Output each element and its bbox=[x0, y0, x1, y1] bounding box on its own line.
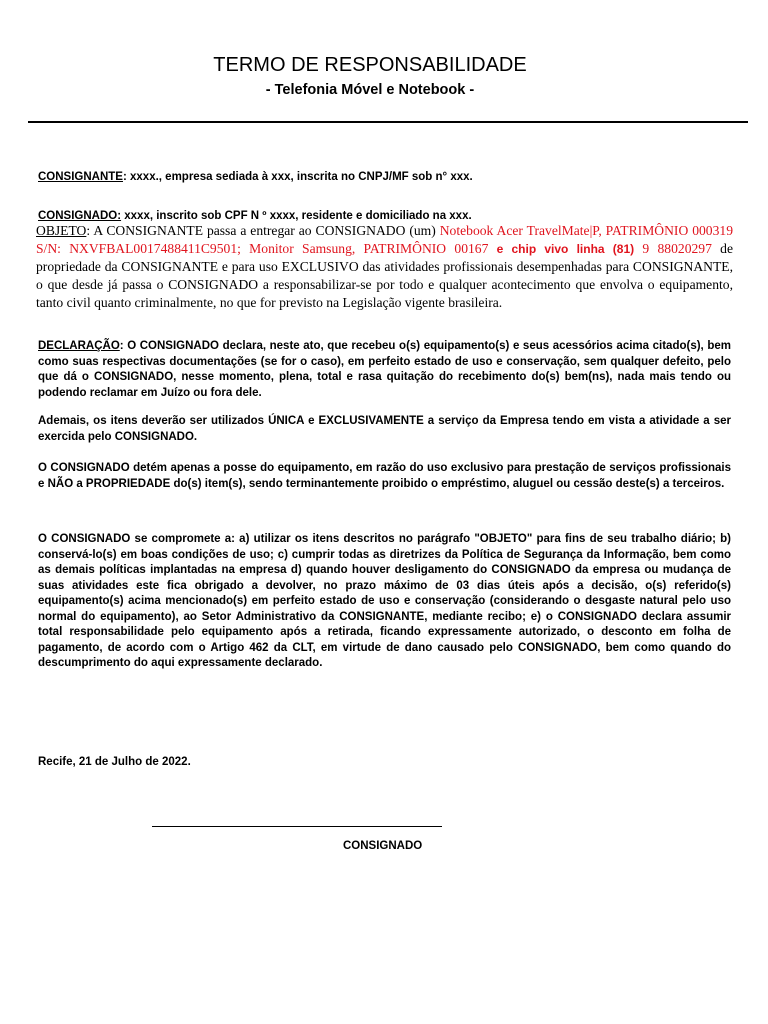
consignado-label: CONSIGNADO: bbox=[38, 210, 122, 222]
objeto-intro: : A CONSIGNANTE passa a entregar ao CONSIGNADO (um) bbox=[86, 223, 440, 238]
signature-caption: CONSIGNADO bbox=[343, 840, 423, 852]
ademais-paragraph: Ademais, os itens deverão ser utilizados ÚNICA e EXCLUSIVAMENTE a serviço da Empresa tendo em vista a atividade a ser exercida pelo CONSIGNADO. bbox=[38, 415, 731, 443]
consignante-text: : xxxx., empresa sediada à xxx, inscrita no CNPJ/MF sob n° xxx. bbox=[122, 171, 473, 183]
objeto-equipment: Notebook Acer TravelMate|P, PATRIMÔNIO 000319 S/N: NXVFBAL0017488411C9501; Monitor Samsung, PATRIMÔNIO 00167 bbox=[36, 223, 733, 256]
consignado-text: xxxx, inscrito sob CPF N º xxxx, residente e domiciliado na xxx. bbox=[121, 210, 472, 222]
declaracao-text: : O CONSIGNADO declara, neste ato, que recebeu o(s) equipamento(s) e seus acessórios acima citado(s), bem como suas respectivas documentações (se for o caso), em perfeito estado de uso e conservação, sem qualquer defeito, pelo que dá o CONSIGNADO, nesse momento, plena, total e rasa quitação do recebimento do(s) bem(ns), nada mais tendo ou podendo reclamar em Juízo ou fora dele. bbox=[38, 340, 731, 399]
declaracao-paragraph bbox=[38, 339, 731, 401]
header-divider bbox=[28, 121, 748, 123]
document-title: TERMO DE RESPONSABILIDADE bbox=[213, 54, 527, 76]
consignante-paragraph bbox=[38, 170, 731, 186]
objeto-paragraph bbox=[36, 222, 733, 312]
signature-line bbox=[152, 826, 442, 827]
consignante-label: CONSIGNANTE bbox=[38, 171, 123, 183]
date-line: Recife, 21 de Julho de 2022. bbox=[38, 756, 191, 768]
objeto-phone: 9 88020297 bbox=[634, 241, 712, 256]
posse-paragraph: O CONSIGNADO detém apenas a posse do equipamento, em razão do uso exclusivo para prestação de serviços profissionais e NÃO a PROPRIEDADE do(s) item(s), sendo terminantemente proibido o empréstimo, aluguel ou cessão deste(s) a terceiros. bbox=[38, 462, 731, 490]
objeto-rest: de propriedade da CONSIGNANTE e para uso EXCLUSIVO das atividades profissionais desempenhadas para CONSIGNANTE, o que desde já passa o CONSIGNADO a responsabilizar-se por todo e qualquer acontecimento que envolva o equipamento, tanto civil quanto criminalmente, no que for previsto na Legislação vigente brasileira. bbox=[36, 241, 733, 310]
declaracao-label: DECLARAÇÃO bbox=[38, 340, 120, 352]
objeto-label: OBJETO bbox=[36, 223, 87, 238]
objeto-chip: e chip vivo linha (81) bbox=[488, 242, 635, 256]
document-subtitle: - Telefonia Móvel e Notebook - bbox=[265, 82, 475, 98]
compromete-paragraph: O CONSIGNADO se compromete a: a) utilizar os itens descritos no parágrafo "OBJETO" para fins de seu trabalho diário; b) conservá-lo(s) em boas condições de uso; c) cumprir todas as diretrizes da Política de Segurança da Informação, bem como as demais políticas implantadas na empresa d) quando houver desligamento do CONSIGNADO da empresa ou mudança de suas atividades este fica obrigado a devolver, no prazo máximo de 03 dias úteis após a decisão, o(s) referido(s) equipamento(s) acima mencionado(s) em perfeito estado de uso e conservação (considerando o desgaste natural pelo uso normal do equipamento), ao Setor Administrativo da CONSIGNANTE, mediante recibo; e) o CONSIGNADO declara assumir total responsabilidade pelo equipamento após a retirada, ficando expressamente autorizado, o desconto em folha de pagamento, de acordo com o Artigo 462 da CLT, em virtude de dano causado pelo CONSIGNADO, bem como quando do descumprimento do aqui expressamente declarado. bbox=[38, 533, 731, 669]
